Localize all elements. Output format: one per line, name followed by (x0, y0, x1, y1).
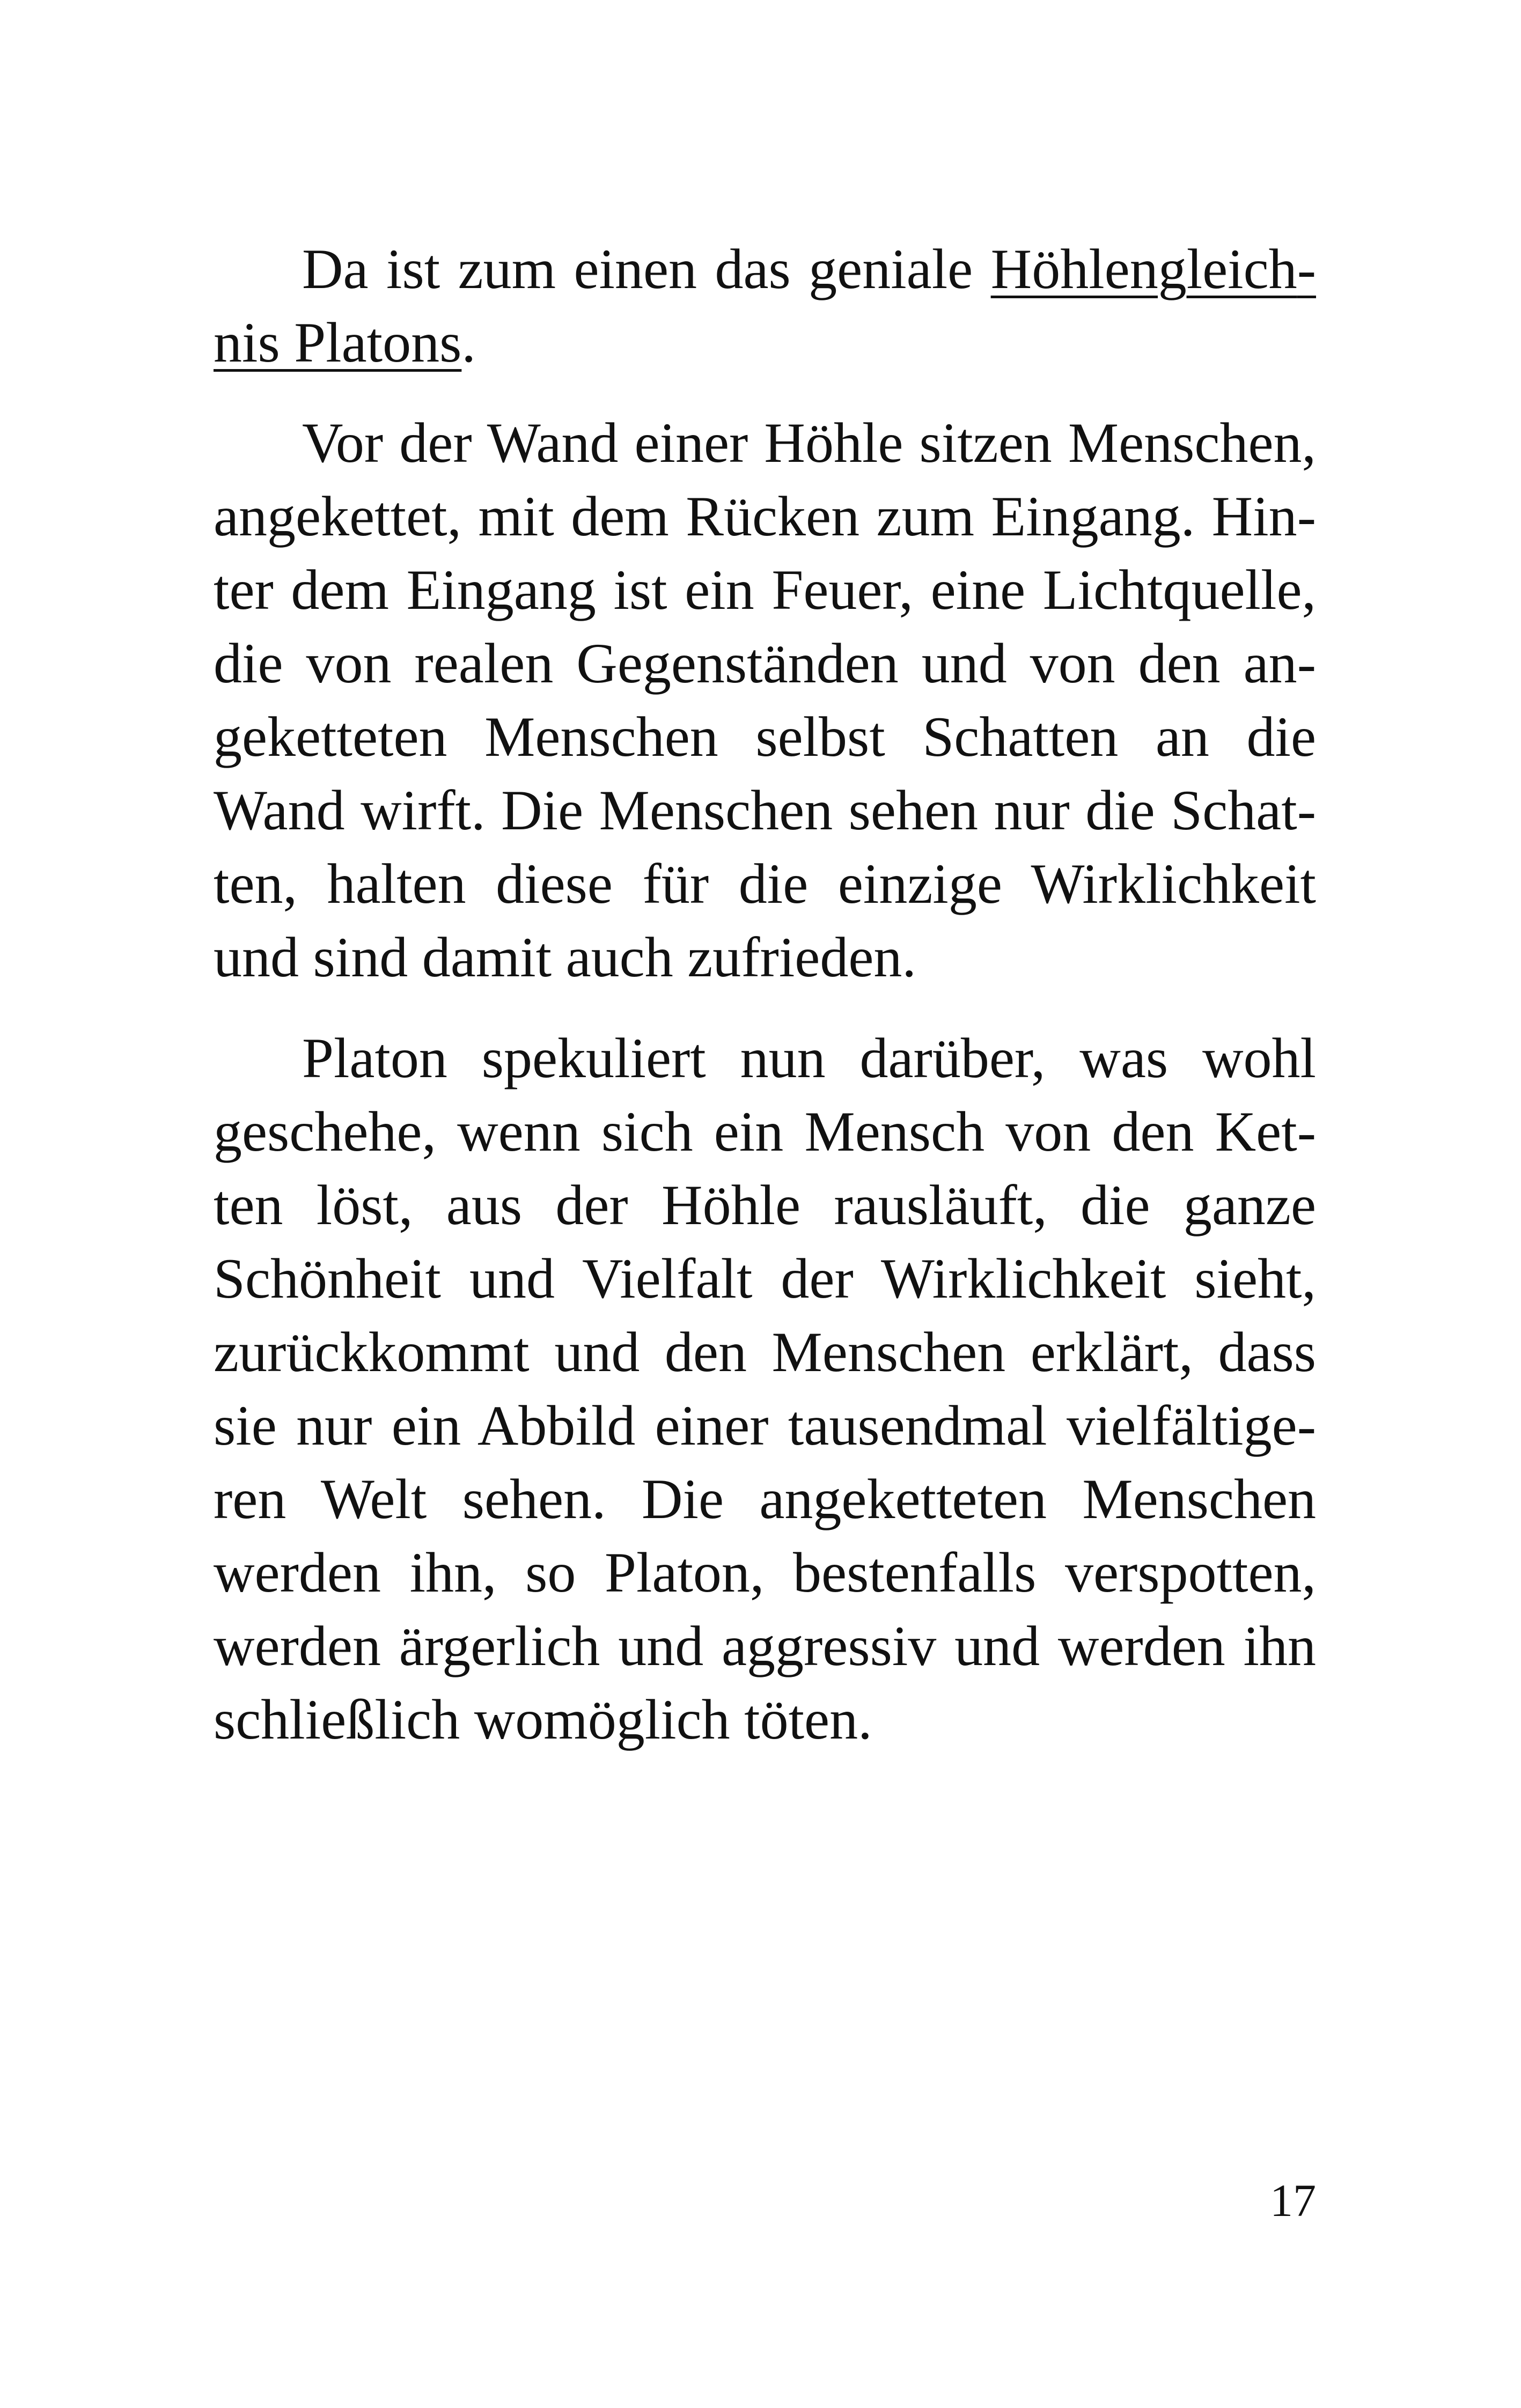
page-number: 17 (1270, 2175, 1316, 2226)
paragraph-intro-text: Da ist zum einen das geniale (302, 238, 991, 300)
paragraph-cave-description: Vor der Wand einer Höhle sitzen Menschen, angekettet, mit dem Rücken zum Eingang. Hinter dem Eingang ist ein Feuer, eine Lichtquelle, die von realen Gegenständen und von den angeketteten Menschen selbst Schatten an die Wand wirft. Die Menschen sehen nur die Schatten, halten diese für die einzige Wirklichkeit und sind damit auch zufrieden. (214, 411, 1316, 989)
paragraph-platon-speculation: Platon spekuliert nun darüber, was wohl geschehe, wenn sich ein Mensch von den Ketten löst, aus der Höhle rausläuft, die ganze Schönheit und Vielfalt der Wirklichkeit sieht, zurückkommt und den Menschen erklärt, dass sie nur ein Abbild einer tausendmal vielfältigeren Welt sehen. Die angeketteten Menschen werden ihn, so Platon, bestenfalls verspotten, werden ärgerlich und aggressiv und werden ihn schließlich womöglich töten. (214, 1027, 1316, 1751)
hoehlengleichnis-link[interactable]: Höhlengleichnis Platons (214, 238, 1316, 374)
paragraph-intro-end: . (461, 311, 476, 374)
paragraph-intro (214, 232, 1316, 379)
